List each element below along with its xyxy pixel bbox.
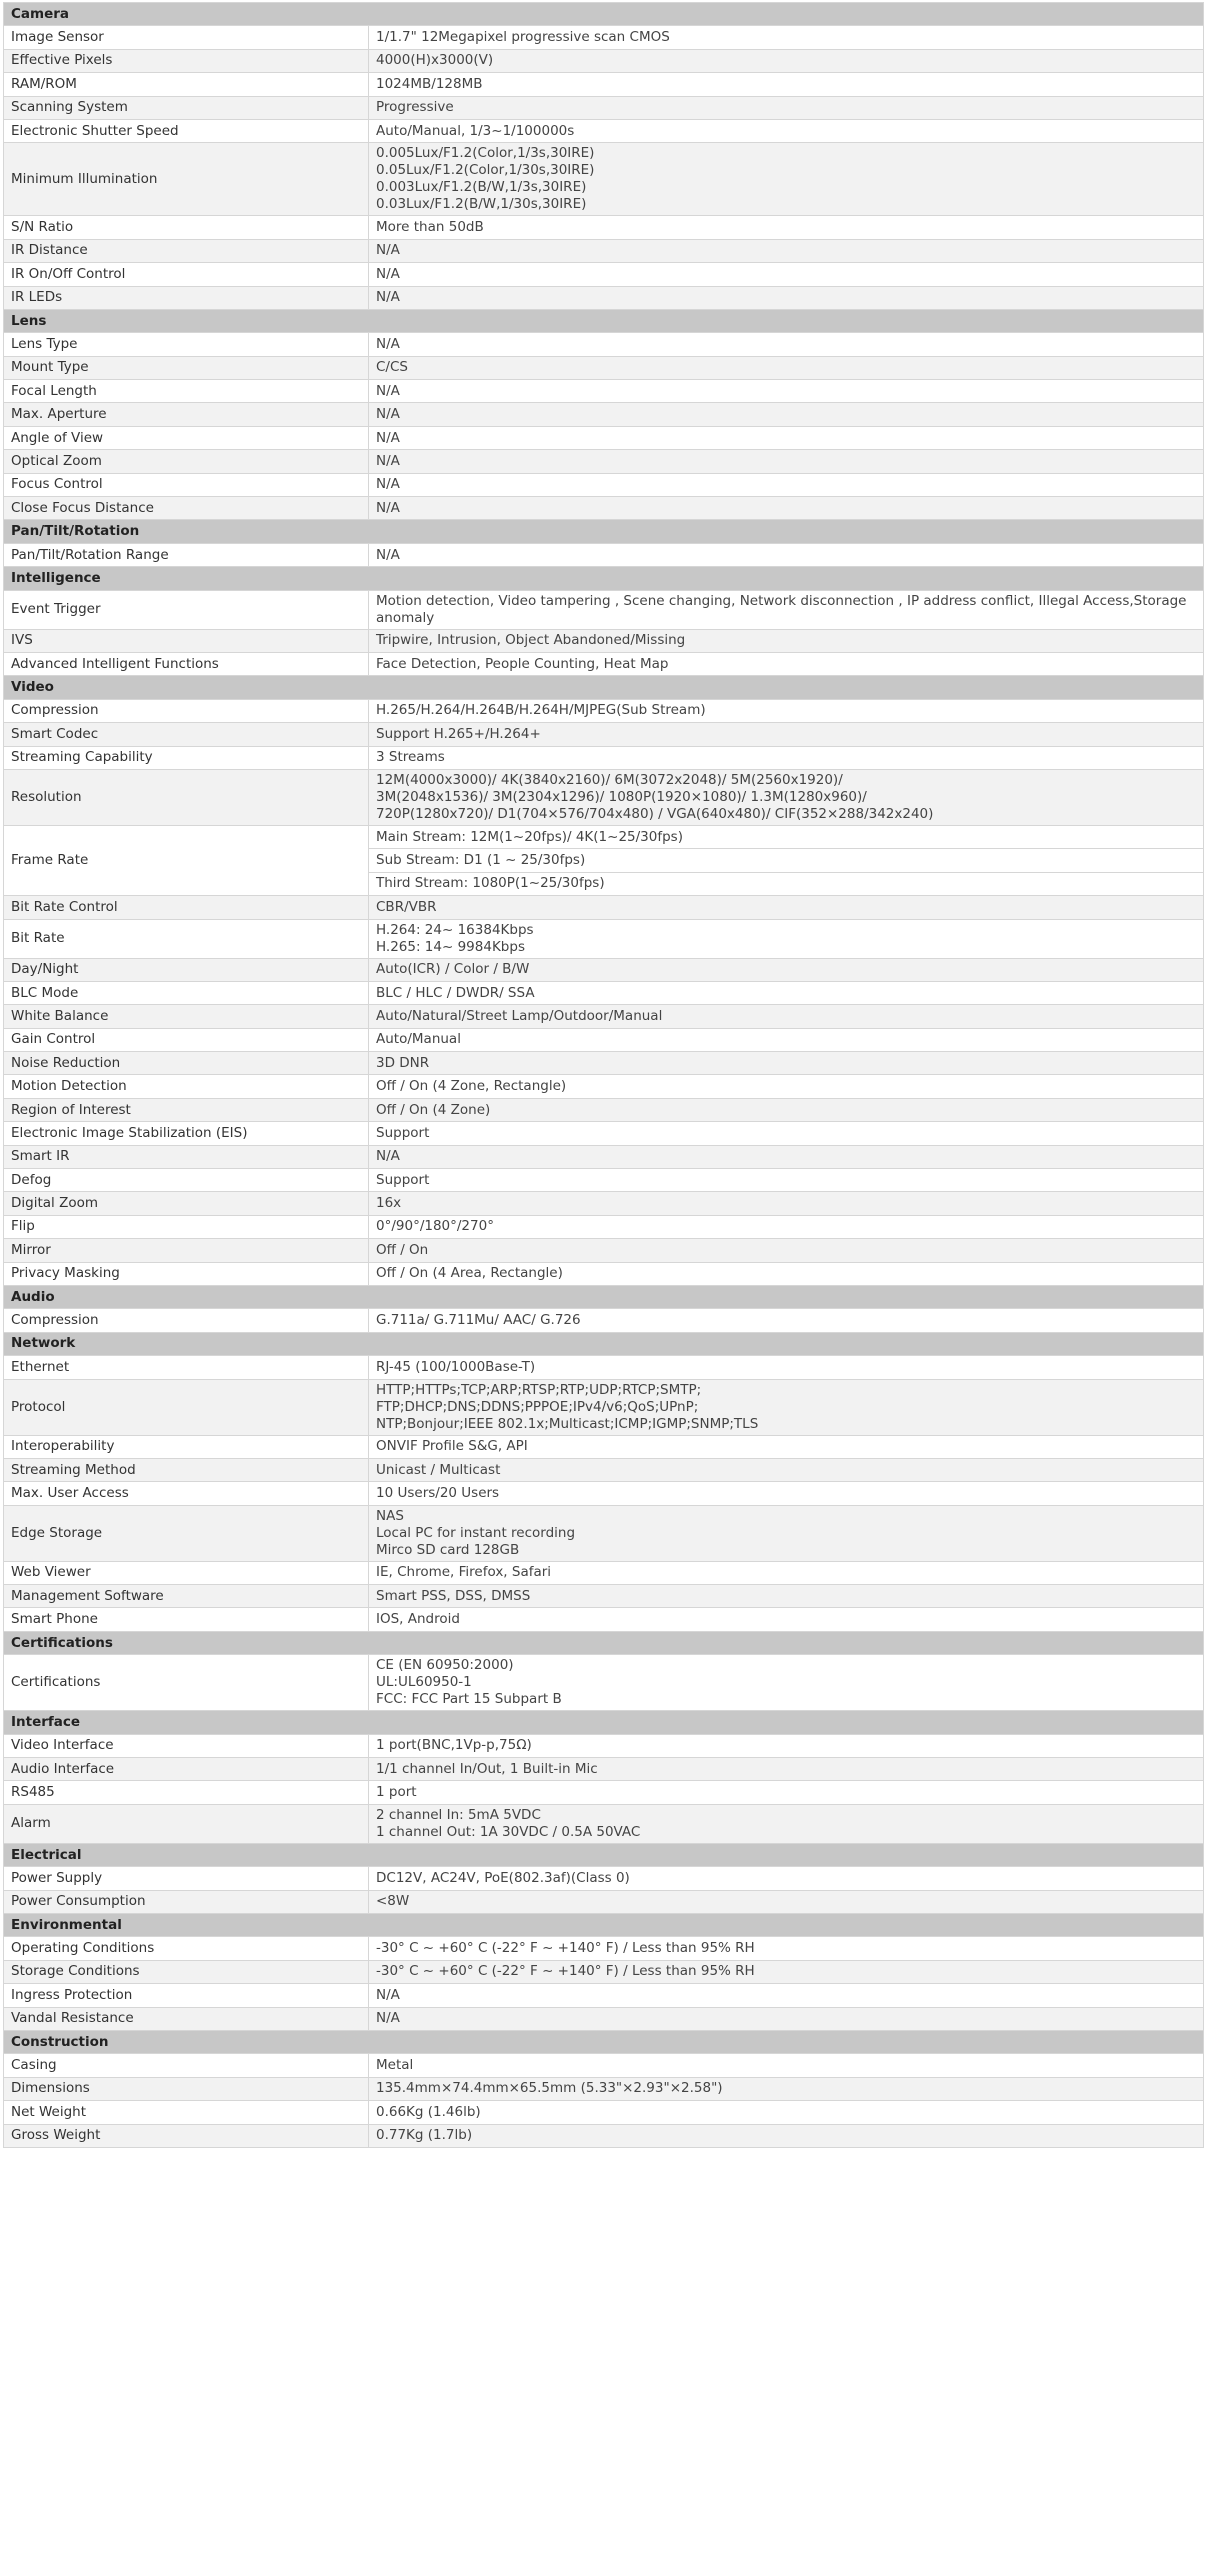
spec-label: Max. User Access — [4, 1482, 369, 1505]
section-header-row — [4, 3, 1204, 26]
spec-value: 1/1 channel In/Out, 1 Built-in Mic — [369, 1758, 1204, 1781]
spec-value: Support H.265+/H.264+ — [369, 723, 1204, 746]
spec-row — [4, 590, 1204, 629]
spec-label: BLC Mode — [4, 981, 369, 1004]
spec-value: 0.66Kg (1.46lb) — [369, 2101, 1204, 2124]
spec-label: Alarm — [4, 1804, 369, 1843]
spec-row — [4, 356, 1204, 379]
spec-value: CE (EN 60950:2000) UL:UL60950-1 FCC: FCC Part 15 Subpart B — [369, 1655, 1204, 1711]
spec-value: 0°/90°/180°/270° — [369, 1215, 1204, 1238]
spec-row — [4, 1098, 1204, 1121]
spec-row — [4, 723, 1204, 746]
spec-value: Off / On — [369, 1239, 1204, 1262]
spec-label: IR Distance — [4, 239, 369, 262]
spec-value: Sub Stream: D1 (1 ~ 25/30fps) — [369, 849, 1204, 872]
spec-row — [4, 473, 1204, 496]
spec-label: Pan/Tilt/Rotation Range — [4, 543, 369, 566]
spec-row — [4, 1458, 1204, 1481]
spec-value: Progressive — [369, 96, 1204, 119]
section-title: Pan/Tilt/Rotation — [4, 520, 1204, 543]
spec-label: Power Supply — [4, 1867, 369, 1890]
spec-row — [4, 1505, 1204, 1561]
section-title: Network — [4, 1332, 1204, 1355]
spec-label: Compression — [4, 699, 369, 722]
spec-row — [4, 1734, 1204, 1757]
spec-row — [4, 286, 1204, 309]
spec-row — [4, 896, 1204, 919]
spec-value: -30° C ~ +60° C (-22° F ~ +140° F) / Less than 95% RH — [369, 1960, 1204, 1983]
spec-row — [4, 497, 1204, 520]
spec-label: Optical Zoom — [4, 450, 369, 473]
spec-value: N/A — [369, 2007, 1204, 2030]
spec-value: 16x — [369, 1192, 1204, 1215]
spec-label: Bit Rate Control — [4, 896, 369, 919]
spec-label: Scanning System — [4, 96, 369, 119]
spec-value: N/A — [369, 543, 1204, 566]
spec-value: HTTP;HTTPs;TCP;ARP;RTSP;RTP;UDP;RTCP;SMTP; FTP;DHCP;DNS;DDNS;PPPOE;IPv4/v6;QoS;UPnP; NTP;Bonjour;IEEE 802.1x;Multicast;ICMP;IGMP;SNMP;TLS — [369, 1379, 1204, 1435]
spec-row — [4, 1192, 1204, 1215]
spec-label: RS485 — [4, 1781, 369, 1804]
spec-row — [4, 1781, 1204, 1804]
spec-value: Metal — [369, 2054, 1204, 2077]
section-header-row — [4, 1914, 1204, 1937]
spec-value: More than 50dB — [369, 216, 1204, 239]
spec-row — [4, 746, 1204, 769]
spec-row — [4, 1585, 1204, 1608]
spec-label: Mirror — [4, 1239, 369, 1262]
spec-value: Off / On (4 Zone) — [369, 1098, 1204, 1121]
section-title: Intelligence — [4, 567, 1204, 590]
spec-label: Casing — [4, 2054, 369, 2077]
spec-label: Image Sensor — [4, 26, 369, 49]
spec-value: C/CS — [369, 356, 1204, 379]
spec-value: N/A — [369, 1984, 1204, 2007]
spec-row — [4, 769, 1204, 825]
spec-value: Motion detection, Video tampering , Scene changing, Network disconnection , IP address conflict, Illegal Access,Storage anomaly — [369, 590, 1204, 629]
section-title: Video — [4, 676, 1204, 699]
spec-value: <8W — [369, 1890, 1204, 1913]
spec-label: Smart Phone — [4, 1608, 369, 1631]
spec-row — [4, 1608, 1204, 1631]
spec-value: 2 channel In: 5mA 5VDC 1 channel Out: 1A 30VDC / 0.5A 50VAC — [369, 1804, 1204, 1843]
spec-value: 1/1.7" 12Megapixel progressive scan CMOS — [369, 26, 1204, 49]
spec-row — [4, 263, 1204, 286]
spec-value: 0.005Lux/F1.2(Color,1/3s,30IRE) 0.05Lux/F1.2(Color,1/30s,30IRE) 0.003Lux/F1.2(B/W,1/3s,30IRE) 0.03Lux/F1.2(B/W,1/30s,30IRE) — [369, 143, 1204, 216]
spec-value: Auto/Natural/Street Lamp/Outdoor/Manual — [369, 1005, 1204, 1028]
spec-label: Protocol — [4, 1379, 369, 1435]
spec-label: Certifications — [4, 1655, 369, 1711]
spec-row — [4, 1867, 1204, 1890]
spec-value: N/A — [369, 1145, 1204, 1168]
spec-value: BLC / HLC / DWDR/ SSA — [369, 981, 1204, 1004]
section-header-row — [4, 1285, 1204, 1308]
section-header-row — [4, 1711, 1204, 1734]
spec-label: Power Consumption — [4, 1890, 369, 1913]
spec-label: Motion Detection — [4, 1075, 369, 1098]
spec-value: N/A — [369, 473, 1204, 496]
spec-label: Minimum Illumination — [4, 143, 369, 216]
spec-row — [4, 2124, 1204, 2147]
spec-value: Face Detection, People Counting, Heat Map — [369, 652, 1204, 675]
spec-value: Third Stream: 1080P(1~25/30fps) — [369, 872, 1204, 895]
spec-row — [4, 699, 1204, 722]
spec-value: IOS, Android — [369, 1608, 1204, 1631]
spec-row — [4, 1804, 1204, 1843]
spec-value: N/A — [369, 263, 1204, 286]
spec-value: 4000(H)x3000(V) — [369, 49, 1204, 72]
spec-label: Frame Rate — [4, 825, 369, 895]
spec-value: 0.77Kg (1.7lb) — [369, 2124, 1204, 2147]
section-title: Camera — [4, 3, 1204, 26]
section-title: Construction — [4, 2030, 1204, 2053]
spec-label: Flip — [4, 1215, 369, 1238]
spec-value: 1 port — [369, 1781, 1204, 1804]
spec-label: Vandal Resistance — [4, 2007, 369, 2030]
spec-row — [4, 426, 1204, 449]
spec-label: Operating Conditions — [4, 1937, 369, 1960]
spec-value: IE, Chrome, Firefox, Safari — [369, 1561, 1204, 1584]
spec-label: Dimensions — [4, 2077, 369, 2100]
spec-row — [4, 1655, 1204, 1711]
spec-label: Angle of View — [4, 426, 369, 449]
spec-value: Auto/Manual, 1/3~1/100000s — [369, 119, 1204, 142]
spec-label: Gross Weight — [4, 2124, 369, 2147]
spec-row — [4, 403, 1204, 426]
spec-label: S/N Ratio — [4, 216, 369, 239]
spec-row — [4, 49, 1204, 72]
spec-row — [4, 1758, 1204, 1781]
spec-row — [4, 825, 1204, 848]
section-title: Electrical — [4, 1843, 1204, 1866]
section-title: Interface — [4, 1711, 1204, 1734]
spec-label: Edge Storage — [4, 1505, 369, 1561]
spec-label: Web Viewer — [4, 1561, 369, 1584]
section-header-row — [4, 1843, 1204, 1866]
section-header-row — [4, 2030, 1204, 2053]
spec-label: Resolution — [4, 769, 369, 825]
spec-label: Privacy Masking — [4, 1262, 369, 1285]
spec-value: Support — [369, 1122, 1204, 1145]
spec-value: N/A — [369, 239, 1204, 262]
spec-row — [4, 981, 1204, 1004]
spec-label: Streaming Capability — [4, 746, 369, 769]
spec-label: Gain Control — [4, 1028, 369, 1051]
spec-label: Smart Codec — [4, 723, 369, 746]
spec-value: N/A — [369, 286, 1204, 309]
spec-row — [4, 1960, 1204, 1983]
section-title: Certifications — [4, 1631, 1204, 1654]
section-header-row — [4, 1332, 1204, 1355]
spec-value: Off / On (4 Area, Rectangle) — [369, 1262, 1204, 1285]
spec-table-body — [4, 3, 1204, 2148]
section-header-row — [4, 676, 1204, 699]
spec-row — [4, 2007, 1204, 2030]
spec-value: N/A — [369, 380, 1204, 403]
spec-value: Auto(ICR) / Color / B/W — [369, 958, 1204, 981]
spec-row — [4, 919, 1204, 958]
spec-value: H.264: 24~ 16384Kbps H.265: 14~ 9984Kbps — [369, 919, 1204, 958]
spec-row — [4, 1984, 1204, 2007]
spec-row — [4, 380, 1204, 403]
spec-value: -30° C ~ +60° C (-22° F ~ +140° F) / Less than 95% RH — [369, 1937, 1204, 1960]
spec-row — [4, 239, 1204, 262]
spec-value: 1024MB/128MB — [369, 73, 1204, 96]
spec-value: 3D DNR — [369, 1052, 1204, 1075]
spec-value: RJ-45 (100/1000Base-T) — [369, 1356, 1204, 1379]
spec-row — [4, 629, 1204, 652]
spec-label: Advanced Intelligent Functions — [4, 652, 369, 675]
spec-label: Digital Zoom — [4, 1192, 369, 1215]
spec-value: N/A — [369, 497, 1204, 520]
spec-value: N/A — [369, 426, 1204, 449]
spec-label: Bit Rate — [4, 919, 369, 958]
spec-label: Electronic Shutter Speed — [4, 119, 369, 142]
spec-row — [4, 96, 1204, 119]
spec-value: G.711a/ G.711Mu/ AAC/ G.726 — [369, 1309, 1204, 1332]
spec-label: Ethernet — [4, 1356, 369, 1379]
spec-row — [4, 1122, 1204, 1145]
spec-label: Noise Reduction — [4, 1052, 369, 1075]
spec-label: Region of Interest — [4, 1098, 369, 1121]
spec-label: IR LEDs — [4, 286, 369, 309]
spec-row — [4, 1052, 1204, 1075]
spec-label: White Balance — [4, 1005, 369, 1028]
spec-row — [4, 1075, 1204, 1098]
spec-row — [4, 1356, 1204, 1379]
spec-row — [4, 26, 1204, 49]
spec-value: Tripwire, Intrusion, Object Abandoned/Missing — [369, 629, 1204, 652]
spec-row — [4, 1937, 1204, 1960]
section-title: Environmental — [4, 1914, 1204, 1937]
spec-value: N/A — [369, 450, 1204, 473]
spec-row — [4, 2101, 1204, 2124]
spec-label: Effective Pixels — [4, 49, 369, 72]
spec-label: Streaming Method — [4, 1458, 369, 1481]
section-header-row — [4, 309, 1204, 332]
section-header-row — [4, 567, 1204, 590]
spec-value: H.265/H.264/H.264B/H.264H/MJPEG(Sub Stream) — [369, 699, 1204, 722]
spec-label: Max. Aperture — [4, 403, 369, 426]
spec-label: Smart IR — [4, 1145, 369, 1168]
spec-label: Focal Length — [4, 380, 369, 403]
spec-row — [4, 216, 1204, 239]
spec-value: 3 Streams — [369, 746, 1204, 769]
spec-row — [4, 2077, 1204, 2100]
section-title: Audio — [4, 1285, 1204, 1308]
spec-value: 1 port(BNC,1Vp-p,75Ω) — [369, 1734, 1204, 1757]
spec-value: N/A — [369, 403, 1204, 426]
spec-table — [3, 2, 1204, 2148]
spec-value: Support — [369, 1169, 1204, 1192]
spec-row — [4, 1435, 1204, 1458]
spec-row — [4, 1890, 1204, 1913]
section-header-row — [4, 520, 1204, 543]
spec-row — [4, 1482, 1204, 1505]
spec-value: CBR/VBR — [369, 896, 1204, 919]
spec-label: Audio Interface — [4, 1758, 369, 1781]
spec-label: Interoperability — [4, 1435, 369, 1458]
spec-row — [4, 1379, 1204, 1435]
spec-label: Day/Night — [4, 958, 369, 981]
spec-row — [4, 1215, 1204, 1238]
spec-label: Lens Type — [4, 333, 369, 356]
spec-row — [4, 333, 1204, 356]
spec-row — [4, 1262, 1204, 1285]
spec-value: Unicast / Multicast — [369, 1458, 1204, 1481]
spec-label: Ingress Protection — [4, 1984, 369, 2007]
spec-row — [4, 958, 1204, 981]
spec-value: DC12V, AC24V, PoE(802.3af)(Class 0) — [369, 1867, 1204, 1890]
spec-row — [4, 543, 1204, 566]
spec-label: Focus Control — [4, 473, 369, 496]
spec-value: Auto/Manual — [369, 1028, 1204, 1051]
spec-value: 135.4mm×74.4mm×65.5mm (5.33"×2.93"×2.58") — [369, 2077, 1204, 2100]
spec-label: Net Weight — [4, 2101, 369, 2124]
section-header-row — [4, 1631, 1204, 1654]
spec-label: Compression — [4, 1309, 369, 1332]
spec-value: N/A — [369, 333, 1204, 356]
spec-row — [4, 2054, 1204, 2077]
section-title: Lens — [4, 309, 1204, 332]
spec-value: NAS Local PC for instant recording Mirco SD card 128GB — [369, 1505, 1204, 1561]
spec-value: ONVIF Profile S&G, API — [369, 1435, 1204, 1458]
spec-value: 10 Users/20 Users — [369, 1482, 1204, 1505]
spec-row — [4, 1169, 1204, 1192]
spec-row — [4, 1561, 1204, 1584]
spec-value: Main Stream: 12M(1~20fps)/ 4K(1~25/30fps) — [369, 825, 1204, 848]
spec-row — [4, 652, 1204, 675]
spec-label: Close Focus Distance — [4, 497, 369, 520]
spec-row — [4, 143, 1204, 216]
spec-row — [4, 1309, 1204, 1332]
spec-row — [4, 73, 1204, 96]
spec-label: RAM/ROM — [4, 73, 369, 96]
spec-value: 12M(4000x3000)/ 4K(3840x2160)/ 6M(3072x2048)/ 5M(2560x1920)/ 3M(2048x1536)/ 3M(2304x1296)/ 1080P(1920×1080)/ 1.3M(1280x960)/ 720P(1280x720)/ D1(704×576/704x480) / VGA(640x480)/ CIF(352×288/342x240) — [369, 769, 1204, 825]
spec-row — [4, 1239, 1204, 1262]
spec-row — [4, 1005, 1204, 1028]
spec-label: Event Trigger — [4, 590, 369, 629]
spec-row — [4, 1145, 1204, 1168]
spec-row — [4, 450, 1204, 473]
spec-row — [4, 1028, 1204, 1051]
spec-label: Defog — [4, 1169, 369, 1192]
spec-label: Management Software — [4, 1585, 369, 1608]
spec-row — [4, 119, 1204, 142]
spec-label: Storage Conditions — [4, 1960, 369, 1983]
spec-label: Video Interface — [4, 1734, 369, 1757]
spec-label: Mount Type — [4, 356, 369, 379]
spec-label: IR On/Off Control — [4, 263, 369, 286]
spec-label: IVS — [4, 629, 369, 652]
spec-value: Smart PSS, DSS, DMSS — [369, 1585, 1204, 1608]
spec-value: Off / On (4 Zone, Rectangle) — [369, 1075, 1204, 1098]
spec-label: Electronic Image Stabilization (EIS) — [4, 1122, 369, 1145]
